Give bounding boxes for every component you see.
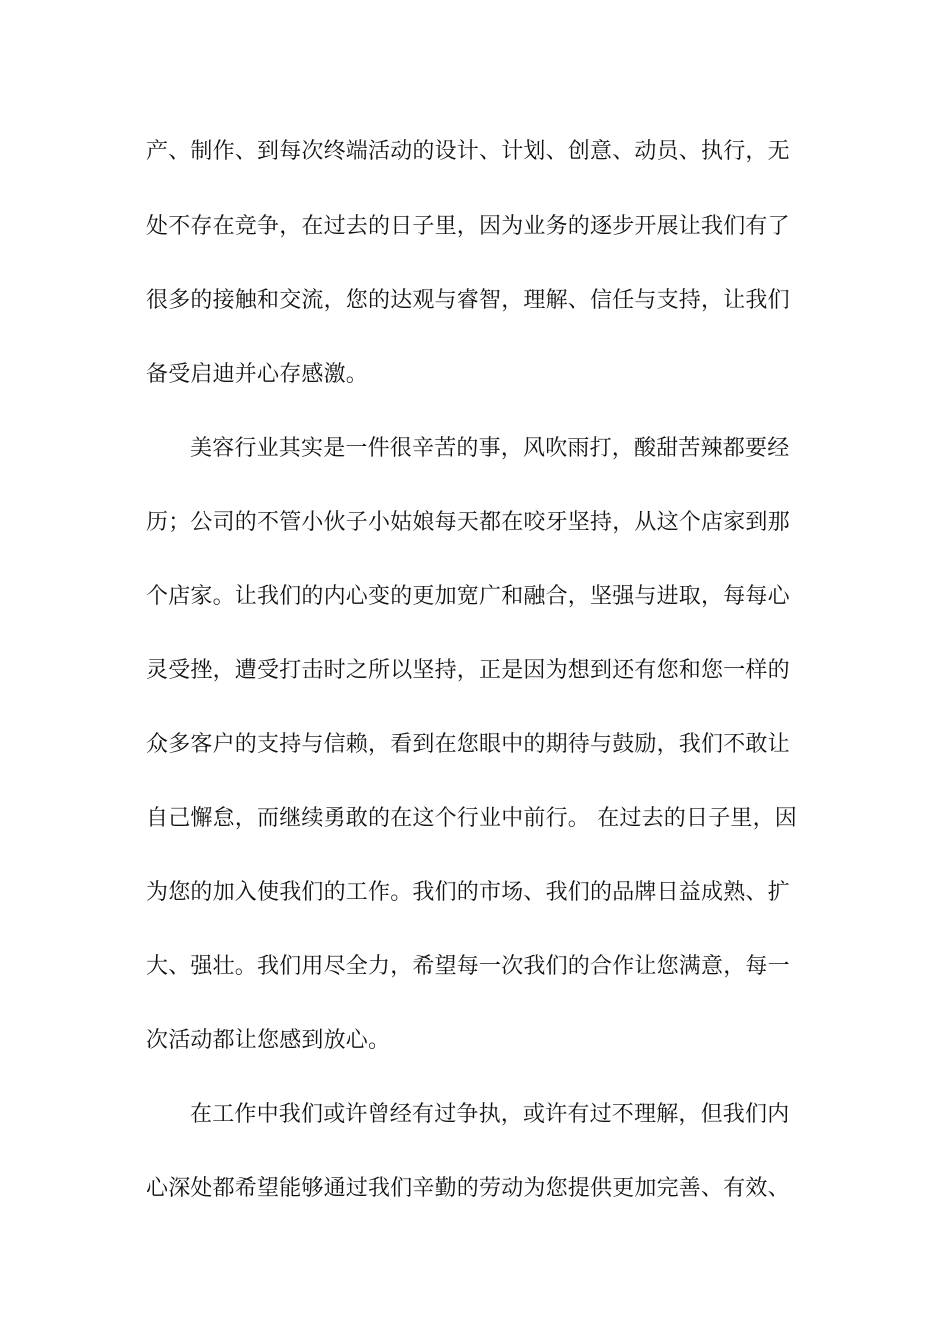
text-line: 历；公司的不管小伙子小姑娘每天都在咬牙坚持，从这个店家到那 bbox=[146, 510, 790, 535]
text-line: 为您的加入使我们的工作。我们的市场、我们的品牌日益成熟、扩 bbox=[146, 880, 790, 905]
text-line: 产、制作、到每次终端活动的设计、计划、创意、动员、执行，无 bbox=[146, 139, 790, 164]
paragraph-start-line: 美容行业其实是一件很辛苦的事，风吹雨打，酸甜苦辣都要经 bbox=[190, 436, 790, 461]
text-line: 个店家。让我们的内心变的更加宽广和融合，坚强与进取，每每心 bbox=[146, 584, 790, 609]
text-line: 自己懈怠，而继续勇敢的在这个行业中前行。 在过去的日子里，因 bbox=[146, 806, 797, 831]
text-line: 众多客户的支持与信赖，看到在您眼中的期待与鼓励，我们不敢让 bbox=[146, 732, 790, 757]
text-line: 备受启迪并心存感激。 bbox=[146, 362, 369, 387]
text-line: 心深处都希望能够通过我们辛勤的劳动为您提供更加完善、有效、 bbox=[146, 1176, 790, 1201]
text-line: 灵受挫，遭受打击时之所以坚持，正是因为想到还有您和您一样的 bbox=[146, 658, 790, 683]
text-line: 大、强壮。我们用尽全力，希望每一次我们的合作让您满意，每一 bbox=[146, 954, 790, 979]
paragraph-start-line: 在工作中我们或许曾经有过争执，或许有过不理解，但我们内 bbox=[190, 1102, 790, 1127]
text-line: 处不存在竞争，在过去的日子里，因为业务的逐步开展让我们有了 bbox=[146, 214, 790, 239]
text-line: 次活动都让您感到放心。 bbox=[146, 1028, 391, 1053]
text-line: 很多的接触和交流，您的达观与睿智，理解、信任与支持，让我们 bbox=[146, 288, 790, 313]
